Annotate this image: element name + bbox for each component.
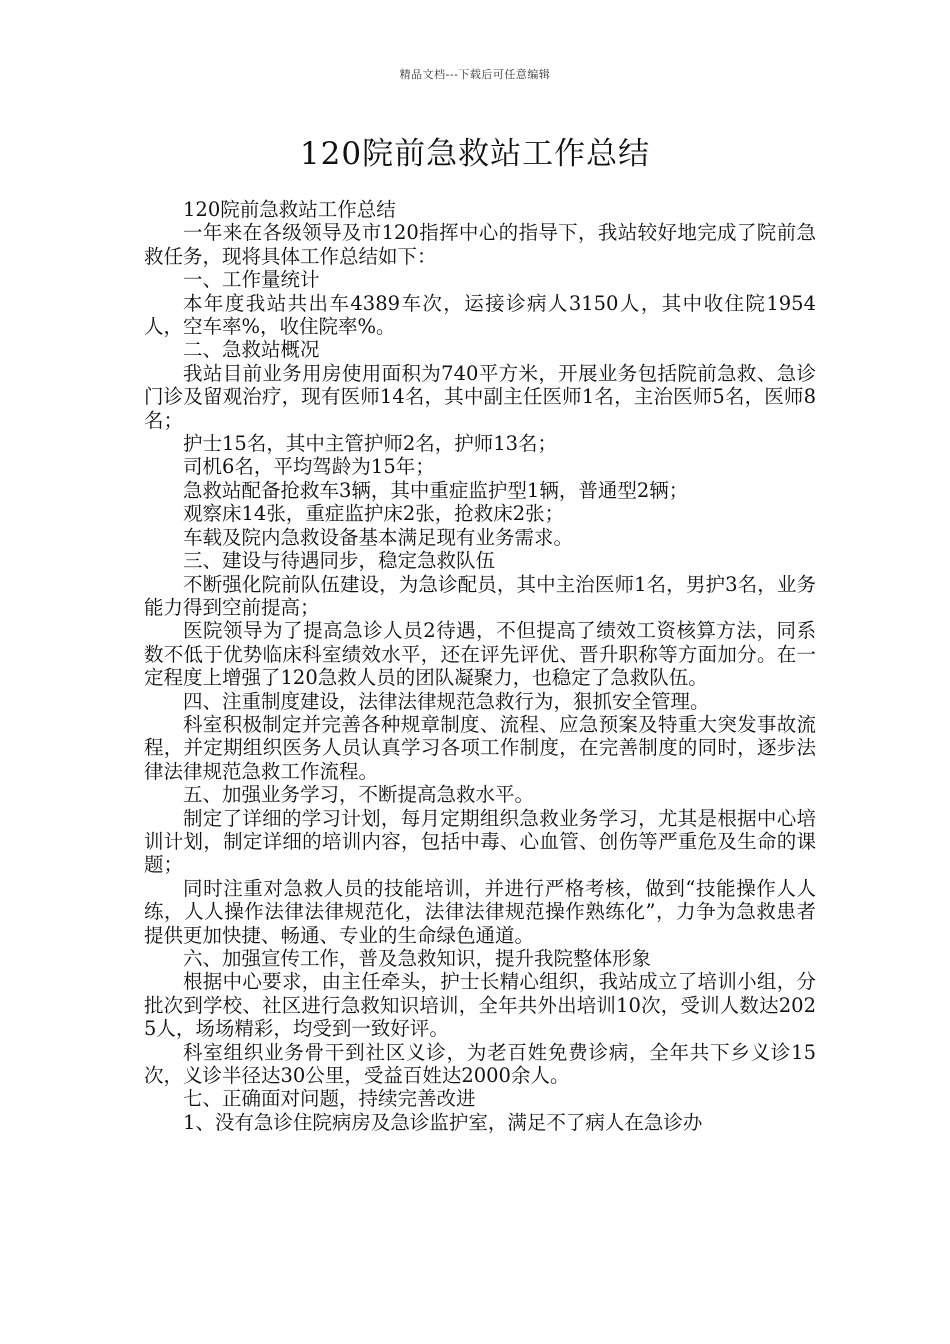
section-heading: 四、注重制度建设，法律法律规范急救行为，狠抓安全管理。 xyxy=(183,689,710,713)
paragraph: 急救站配备抢救车3辆，其中重症监护型1辆，普通型2辆； xyxy=(183,478,689,502)
section-heading: 二、急救站概况 xyxy=(183,338,320,362)
paragraph: 观察床14张，重症监护床2张，抢救床2张； xyxy=(183,502,565,526)
paragraph: 不断强化院前队伍建设，为急诊配员，其中主治医师1名，男护3名，业务能力得到空前提高； xyxy=(144,572,816,619)
paragraph: 一年来在各级领导及市120指挥中心的指导下，我站较好地完成了院前急救任务，现将具体工作总结如下： xyxy=(144,221,816,268)
section-heading: 五、加强业务学习，不断提高急救水平。 xyxy=(183,783,535,807)
page-title: 120院前急救站工作总结 xyxy=(299,136,651,172)
paragraph: 根据中心要求，由主任牵头，护士长精心组织，我站成立了培训小组，分批次到学校、社区进行急救知识培训，全年共外出培训10次，受训人数达2025人，场场精彩，均受到一致好评。 xyxy=(144,970,816,1041)
paragraph: 1、没有急诊住院病房及急诊监护室，满足不了病人在急诊办 xyxy=(183,1110,703,1134)
section-heading: 六、加强宣传工作，普及急救知识，提升我院整体形象 xyxy=(183,947,652,970)
paragraph: 医院领导为了提高急诊人员2待遇，不但提高了绩效工资核算方法，同系数不低于优势临床科室绩效水平，还在评先评优、晋升职称等方面加分。在一定程度上增强了120急救人员的团队凝聚力，也稳定了急救队伍。 xyxy=(144,619,816,690)
document-body xyxy=(144,198,816,1134)
paragraph: 护士15名，其中主管护师2名，护师13名； xyxy=(183,432,558,456)
paragraph: 车载及院内急救设备基本满足现有业务需求。 xyxy=(183,525,574,549)
paragraph: 科室积极制定并完善各种规章制度、流程、应急预案及特重大突发事故流程，并定期组织医务人员认真学习各项工作制度，在完善制度的同时，逐步法律法律规范急救工作流程。 xyxy=(144,712,816,783)
section-heading: 一、工作量统计 xyxy=(183,268,320,292)
section-heading: 七、正确面对问题，持续完善改进 xyxy=(183,1087,476,1111)
paragraph: 司机6名，平均驾龄为15年； xyxy=(183,455,435,479)
paragraph: 120院前急救站工作总结 xyxy=(183,198,396,221)
paragraph: 我站目前业务用房使用面积为740平方米，开展业务包括院前急救、急诊门诊及留观治疗，现有医师14名，其中副主任医师1名，主治医师5名，医师8名； xyxy=(144,361,816,432)
header-note: 精品文档---下载后可任意编辑 xyxy=(399,68,551,81)
paragraph: 科室组织业务骨干到社区义诊，为老百姓免费诊病，全年共下乡义诊15次，义诊半径达30公里，受益百姓达2000余人。 xyxy=(144,1040,816,1088)
paragraph: 本年度我站共出车4389车次，运接诊病人3150人，其中收住院1954人，空车率%，收住院率%。 xyxy=(144,291,816,339)
paragraph: 同时注重对急救人员的技能培训，并进行严格考核，做到“技能操作人人练，人人操作法律法律规范化，法律法律规范操作熟练化”，力争为急救患者提供更加快捷、畅通、专业的生命绿色通道。 xyxy=(144,876,816,947)
paragraph: 制定了详细的学习计划，每月定期组织急救业务学习，尤其是根据中心培训计划，制定详细的培训内容，包括中毒、心血管、创伤等严重危及生命的课题； xyxy=(144,806,816,877)
section-heading: 三、建设与待遇同步，稳定急救队伍 xyxy=(183,549,496,573)
